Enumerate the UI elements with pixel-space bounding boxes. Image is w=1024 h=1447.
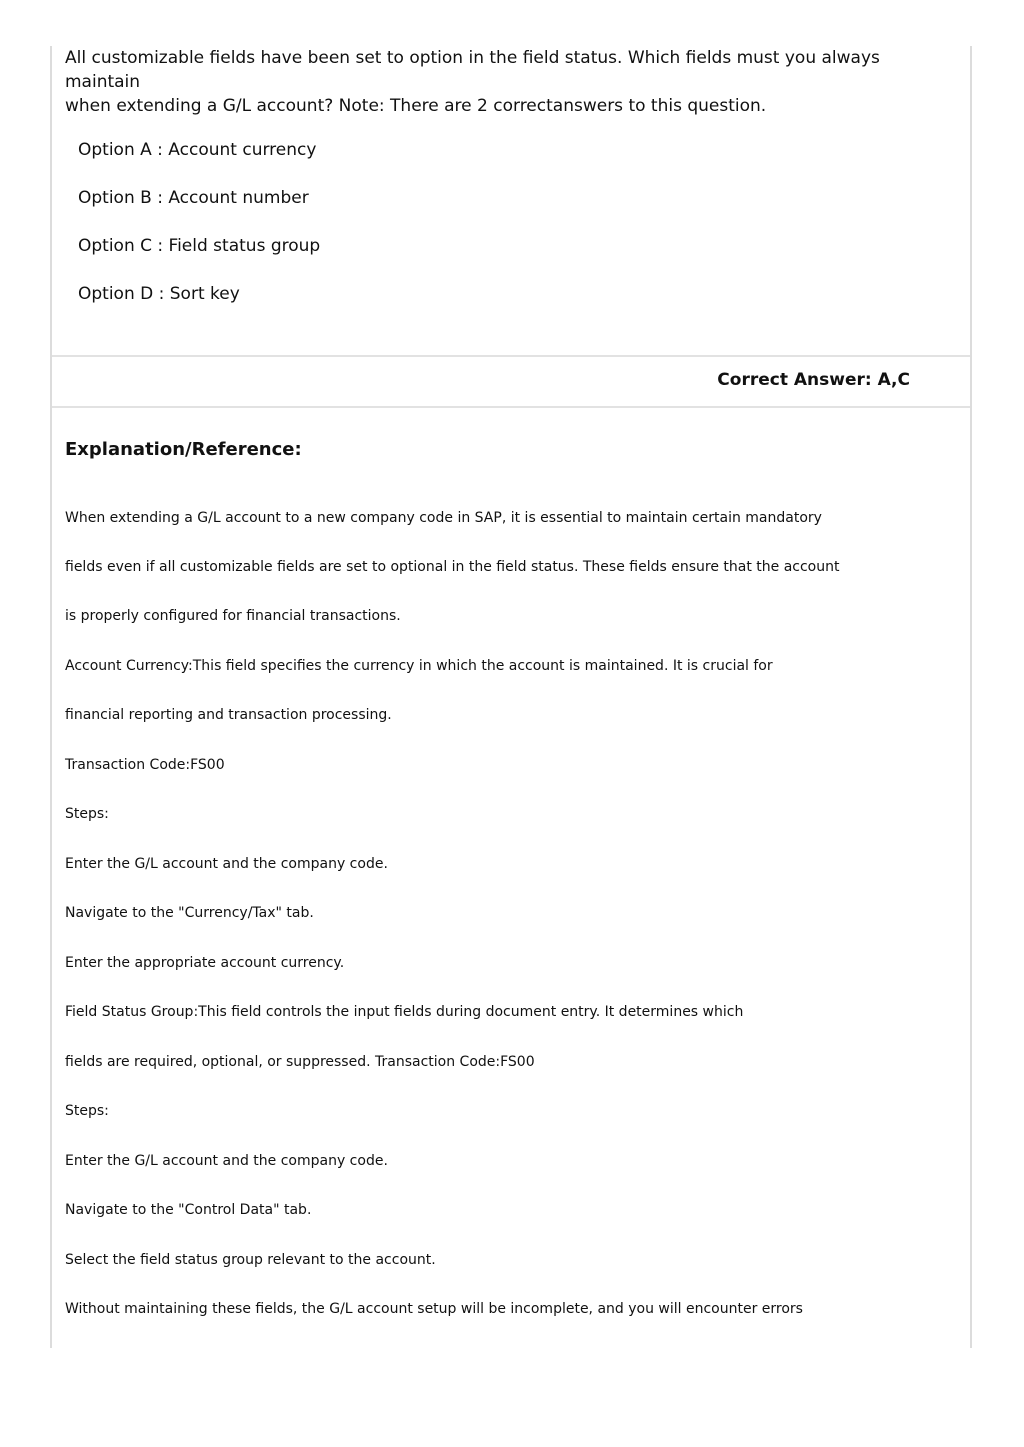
explanation-paragraph: Enter the appropriate account currency. [65,955,345,971]
explanation-paragraph: Enter the G/L account and the company code. [65,1153,388,1169]
correct-answer: Correct Answer: A,C [717,370,910,390]
explanation-paragraph: financial reporting and transaction processing. [65,707,392,723]
explanation-paragraph: Transaction Code:FS00 [65,757,225,773]
option-b: Option B : Account number [78,188,309,208]
option-c: Option C : Field status group [78,236,321,256]
question-line-1: All customizable fields have been set to option in the field status. Which fields must you always maintain [65,48,880,92]
explanation-paragraph: Navigate to the "Control Data" tab. [65,1202,312,1218]
question-text [65,46,945,118]
explanation-paragraph: Account Currency:This field specifies the currency in which the account is maintained. It is crucial for [65,658,773,674]
explanation-paragraph: Navigate to the "Currency/Tax" tab. [65,905,314,921]
divider-bottom [52,406,970,408]
explanation-paragraph: is properly configured for financial transactions. [65,608,401,624]
explanation-paragraph: fields are required, optional, or suppressed. Transaction Code:FS00 [65,1054,535,1070]
question-line-2: when extending a G/L account? Note: There are 2 correctanswers to this question. [65,96,767,116]
option-a: Option A : Account currency [78,140,317,160]
explanation-title: Explanation/Reference: [65,439,302,460]
explanation-paragraph: Field Status Group:This field controls the input fields during document entry. It determines which [65,1004,744,1020]
explanation-paragraph: fields even if all customizable fields are set to optional in the field status. These fields ensure that the account [65,559,840,575]
explanation-paragraph: Select the field status group relevant to the account. [65,1252,436,1268]
option-d: Option D : Sort key [78,284,240,304]
explanation-paragraph: Steps: [65,806,109,822]
divider-top [52,355,970,357]
explanation-paragraph: Steps: [65,1103,109,1119]
explanation-paragraph: Enter the G/L account and the company code. [65,856,388,872]
explanation-paragraph: When extending a G/L account to a new company code in SAP, it is essential to maintain certain mandatory [65,510,822,526]
explanation-paragraph: Without maintaining these fields, the G/L account setup will be incomplete, and you will encounter errors [65,1301,803,1317]
